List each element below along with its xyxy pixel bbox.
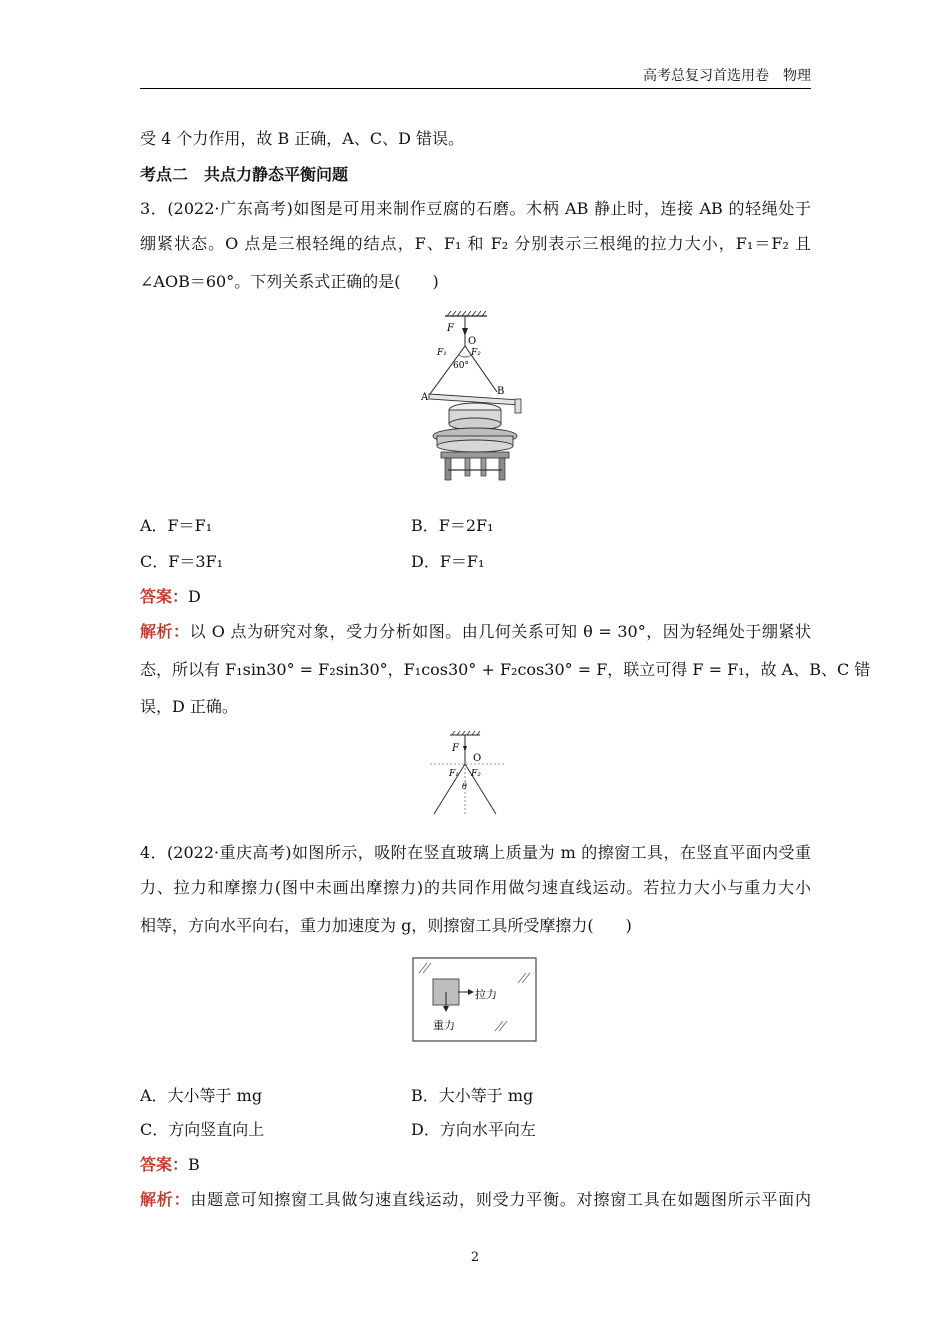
q3-answer — [140, 586, 811, 608]
q3-option-b: B．F＝2F₁ — [411, 516, 494, 535]
q3-stem-line-1: 3．(2022·广东高考)如图是可用来制作豆腐的石磨。木柄 AB 静止时，连接 AB 的轻绳处于 — [140, 199, 811, 218]
q3-analysis-label: 解析： — [140, 622, 190, 641]
page-number: 2 — [470, 1250, 480, 1265]
q4-analysis-label: 解析： — [140, 1190, 191, 1209]
fig-label-pull: 拉力 — [475, 988, 497, 1001]
q4-stem-line-2: 力、拉力和摩擦力(图中未画出摩擦力)的共同作用做匀速直线运动。若拉力大小与重力大小 — [140, 878, 811, 897]
q4-answer-label: 答案： — [140, 1155, 189, 1174]
fig2-label-F: F — [452, 743, 459, 754]
fig-label-angle: 60° — [453, 361, 469, 371]
q3-option-c: C．F＝3F₁ — [140, 552, 224, 571]
intro-line: 受 4 个力作用，故 B 正确，A、C、D 错误。 — [140, 129, 464, 148]
q3-analysis-line-1 — [140, 621, 811, 643]
section-title: 考点二 共点力静态平衡问题 — [140, 165, 349, 184]
q4-option-b: B．大小等于 mg — [411, 1086, 534, 1105]
fig2-label-F1: F₁ — [449, 769, 459, 779]
q4-analysis-text-1: 由题意可知擦窗工具做匀速直线运动，则受力平衡。对擦窗工具在如题图所示平面内 — [190, 1190, 811, 1209]
q3-analysis-text-1: 以 O 点为研究对象，受力分析如图。由几何关系可知 θ = 30°，因为轻绳处于绷紧状 — [189, 622, 811, 641]
header-rule — [140, 88, 811, 89]
fig-label-A: A — [421, 392, 429, 403]
q4-analysis-line-1 — [140, 1189, 811, 1211]
window-cleaner-figure — [412, 957, 538, 1043]
fig-label-F: F — [447, 323, 454, 334]
fig-label-F1: F₁ — [437, 348, 447, 358]
force-analysis-figure — [428, 730, 508, 816]
fig2-label-F2: F₂ — [471, 769, 481, 779]
q3-stem-line-2: 绷紧状态。O 点是三根轻绳的结点，F、F₁ 和 F₂ 分别表示三根绳的拉力大小，F₁＝F₂ 且 — [140, 234, 811, 253]
fig-label-gravity: 重力 — [433, 1019, 455, 1032]
q3-analysis-line-3: 误，D 正确。 — [140, 697, 238, 716]
q4-stem-line-3: 相等，方向水平向右，重力加速度为 g，则擦窗工具所受摩擦力( ) — [140, 916, 632, 935]
q4-stem-line-1: 4．(2022·重庆高考)如图所示，吸附在竖直玻璃上质量为 m 的擦窗工具，在竖直平面内受重 — [140, 843, 811, 862]
q3-answer-label: 答案： — [140, 587, 189, 606]
fig-label-F2: F₂ — [471, 348, 481, 358]
q4-option-c: C．方向竖直向上 — [140, 1120, 265, 1139]
q4-answer — [140, 1154, 811, 1176]
fig-label-O: O — [468, 336, 477, 347]
fig-label-B: B — [497, 386, 505, 397]
q3-analysis-line-2: 态，所以有 F₁sin30° = F₂sin30°，F₁cos30° + F₂cos30° = F，联立可得 F = F₁，故 A、B、C 错 — [140, 660, 871, 679]
running-header: 高考总复习首选用卷 物理 — [643, 68, 811, 84]
q4-option-d: D．方向水平向左 — [411, 1120, 536, 1139]
q4-option-a: A．大小等于 mg — [140, 1086, 263, 1105]
q3-option-a: A．F＝F₁ — [140, 516, 213, 535]
q3-answer-value: D — [188, 587, 201, 606]
fig2-label-O: O — [473, 753, 482, 764]
stone-mill-figure — [415, 306, 530, 486]
fig2-label-theta: θ — [462, 782, 467, 791]
q3-stem-line-3: ∠AOB＝60°。下列关系式正确的是( ) — [140, 272, 439, 291]
q4-answer-value: B — [188, 1155, 200, 1174]
q3-option-d: D．F＝F₁ — [411, 552, 485, 571]
